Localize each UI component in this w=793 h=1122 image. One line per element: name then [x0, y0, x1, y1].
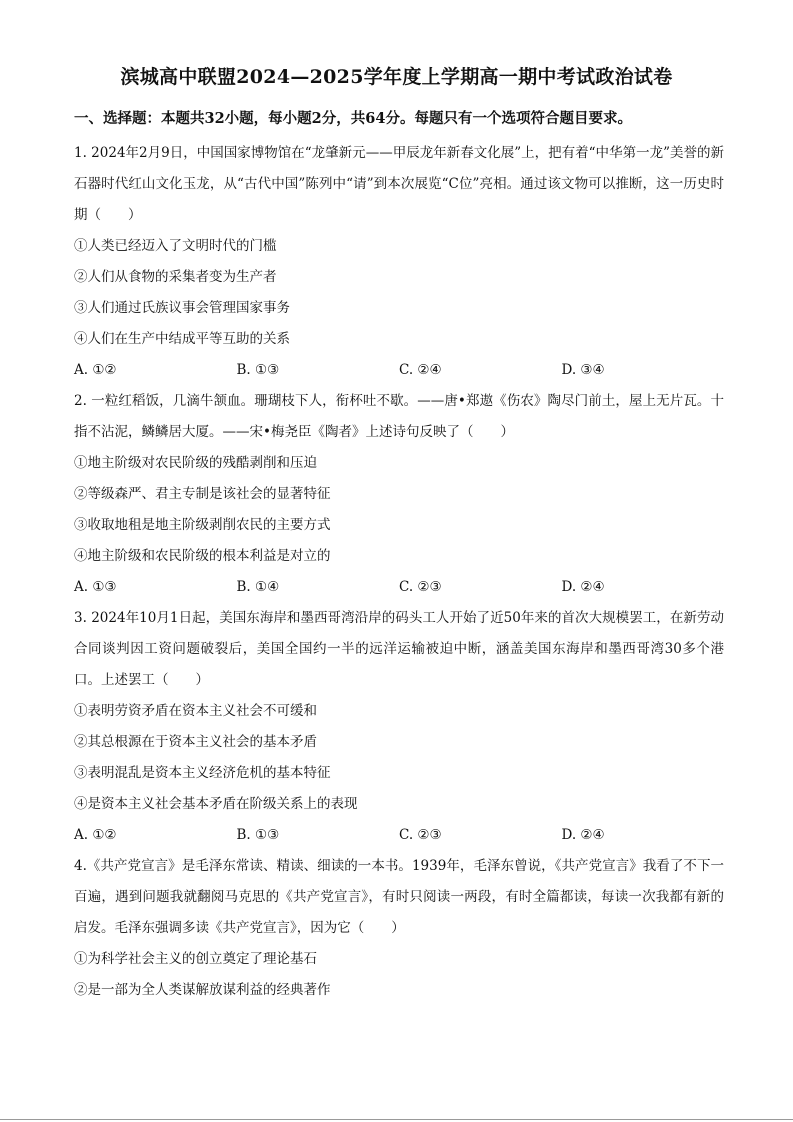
question-3 [74, 603, 724, 851]
statement-3: ③表明混乱是资本主义经济危机的基本特征 [74, 765, 331, 781]
statement-3: ③收取地租是地主阶级剥削农民的主要方式 [74, 517, 331, 533]
question-stem: 2. 一粒红稻饭，几滴牛颔血。珊瑚枝下人，衔杯吐不歇。——唐•郑遨《伤农》陶尽门前土，屋上无片瓦。十指不沾泥，鳞鳞居大厦。——宋•梅尧臣《陶者》上述诗句反映了（ ） [74, 393, 724, 440]
choice-b: B. ①③ [236, 827, 280, 843]
choice-b: B. ①④ [236, 579, 280, 595]
question-list [74, 138, 724, 1006]
statement-1: ①地主阶级对农民阶级的残酷剥削和压迫 [74, 455, 317, 471]
statement-4: ④地主阶级和农民阶级的根本利益是对立的 [74, 548, 331, 564]
statement-2: ②其总根源在于资本主义社会的基本矛盾 [74, 734, 317, 750]
answer-choices [74, 820, 724, 851]
exam-title: 滨城高中联盟2024—2025学年度上学期高一期中考试政治试卷 [120, 66, 673, 88]
choice-a: A. ①③ [74, 579, 117, 595]
statement-4: ④是资本主义社会基本矛盾在阶级关系上的表现 [74, 796, 358, 812]
statement-2: ②是一部为全人类谋解放谋利益的经典著作 [74, 982, 331, 998]
question-1 [74, 138, 724, 386]
section-heading: 一、选择题：本题共32小题，每小题2分，共64分。每题只有一个选项符合题目要求。 [74, 110, 632, 127]
statement-1: ①表明劳资矛盾在资本主义社会不可缓和 [74, 703, 317, 719]
answer-choices [74, 355, 724, 386]
choice-c: C. ②③ [399, 579, 442, 595]
choice-b: B. ①③ [236, 362, 280, 378]
statement-1: ①为科学社会主义的创立奠定了理论基石 [74, 951, 317, 967]
choice-d: D. ③④ [561, 362, 605, 378]
question-stem: 1. 2024年2月9日，中国国家博物馆在“龙肇新元——甲辰龙年新春文化展”上，把有着“中华第一龙”美誉的新石器时代红山文化玉龙，从“古代中国”陈列中“请”到本次展览“C位”亮相。通过该文物可以推断，这一历史时期（ ） [74, 145, 724, 223]
question-4 [74, 851, 724, 1006]
statement-2: ②人们从食物的采集者变为生产者 [74, 269, 277, 285]
choice-d: D. ②④ [561, 579, 605, 595]
choice-d: D. ②④ [561, 827, 605, 843]
statement-1: ①人类已经迈入了文明时代的门槛 [74, 238, 277, 254]
statement-2: ②等级森严、君主专制是该社会的显著特征 [74, 486, 331, 502]
question-2 [74, 386, 724, 603]
statement-4: ④人们在生产中结成平等互助的关系 [74, 331, 290, 347]
page-bottom-rule [0, 1119, 793, 1120]
choice-c: C. ②③ [399, 827, 442, 843]
question-stem: 4.《共产党宣言》是毛泽东常读、精读、细读的一本书。1939年，毛泽东曾说，《共产党宣言》我看了不下一百遍，遇到问题我就翻阅马克思的《共产党宣言》，有时只阅读一两段，有时全篇都读，每读一次我都有新的启发。毛泽东强调多读《共产党宣言》，因为它（ ） [74, 858, 724, 936]
choice-c: C. ②④ [399, 362, 442, 378]
choice-a: A. ①② [74, 827, 117, 843]
choice-a: A. ①② [74, 362, 117, 378]
statement-3: ③人们通过氏族议事会管理国家事务 [74, 300, 290, 316]
answer-choices [74, 572, 724, 603]
question-stem: 3. 2024年10月1日起，美国东海岸和墨西哥湾沿岸的码头工人开始了近50年来的首次大规模罢工，在新劳动合同谈判因工资问题破裂后，美国全国约一半的远洋运输被迫中断，涵盖美国东海岸和墨西哥湾30多个港口。上述罢工（ ） [74, 610, 724, 688]
